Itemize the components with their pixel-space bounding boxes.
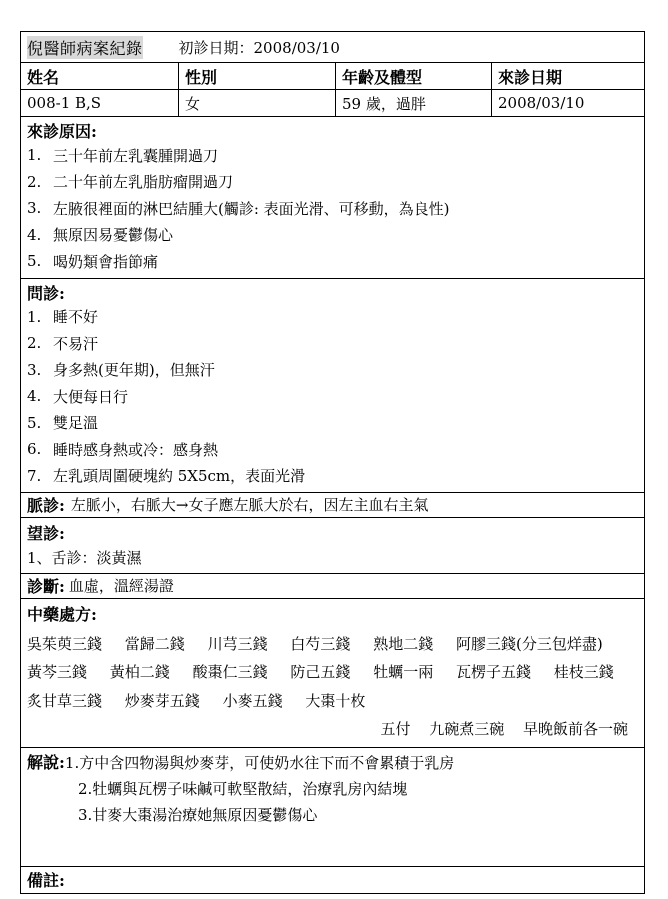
list-item: [27, 410, 638, 437]
list-item: [27, 383, 638, 410]
list-item: [27, 330, 638, 357]
list-item: [27, 304, 638, 331]
herb-item: 炒麥芽五錢: [124, 691, 200, 710]
title-bar: [21, 32, 644, 62]
herb-list: [27, 630, 638, 716]
herb-item: 黃柏二錢: [109, 663, 170, 681]
item-number: 7.: [27, 466, 42, 485]
herb-item: 防己五錢: [290, 663, 351, 681]
herb-item: 炙甘草三錢: [27, 691, 103, 710]
item-number: 4.: [27, 387, 42, 406]
medical-record-form: [20, 31, 645, 894]
herb-item: 吳茱萸三錢: [27, 634, 103, 653]
observation-label: 望診:: [27, 524, 65, 543]
record-title: 倪醫師病案紀錄: [27, 36, 143, 59]
herb-item: 熟地二錢: [373, 634, 434, 653]
list-item: [27, 195, 638, 222]
prescription-footer: 五付 九碗煮三碗 早晚飯前各一碗: [380, 720, 628, 738]
explanation-line: [27, 750, 638, 776]
item-text: 身多熱(更年期)，但無汗: [53, 361, 215, 380]
sex-header: 性別: [178, 63, 335, 89]
list-item: [27, 248, 638, 275]
item-text: 喝奶類會指節痛: [53, 252, 159, 271]
patient-header-row: [21, 62, 644, 89]
item-text: 三十年前左乳囊腫開過刀: [53, 146, 219, 165]
patient-value-row: [21, 89, 644, 116]
herb-item: 白芍三錢: [290, 634, 351, 653]
list-item: [27, 357, 638, 384]
list-item: [27, 142, 638, 169]
item-number: 2.: [27, 334, 42, 353]
pulse-section: [21, 492, 644, 517]
herb-item: 瓦楞子五錢: [455, 663, 531, 681]
observation-section: [21, 517, 644, 573]
item-text: 左腋很裡面的淋巴結腫大(觸診: 表面光滑、可移動，為良性): [53, 199, 450, 218]
herb-item: 酸棗仁三錢: [192, 663, 268, 681]
item-number: 1.: [27, 146, 42, 165]
explanation-section: [21, 747, 644, 866]
herb-item: 阿膠三錢(分三包烊盡): [455, 634, 603, 653]
prescription-section: [21, 598, 644, 747]
first-visit-date: 初診日期：2008/03/10: [178, 38, 340, 57]
item-number: 6.: [27, 440, 42, 459]
notes-section: [21, 866, 644, 893]
item-number: 4.: [27, 225, 42, 244]
list-item: [27, 436, 638, 463]
item-number: 2.: [27, 172, 42, 191]
patient-sex: 女: [178, 90, 335, 116]
patient-visit-date: 2008/03/10: [491, 90, 644, 116]
reason-section: [21, 116, 644, 278]
explanation-line: [27, 802, 638, 828]
inquiry-list: [27, 304, 638, 490]
herb-item: 黃芩三錢: [27, 663, 88, 681]
herb-item: 桂枝三錢: [553, 663, 614, 681]
visit-date-header: 來診日期: [491, 63, 644, 89]
reason-label: 來診原因:: [27, 122, 97, 141]
list-item: [27, 222, 638, 249]
list-item: [27, 463, 638, 490]
item-number: 3.: [27, 360, 42, 379]
item-text: 雙足溫: [53, 414, 99, 433]
observation-text: 1、舌診：淡黃濕: [27, 549, 142, 567]
explanation-label: 解說:: [27, 752, 65, 772]
patient-name: 008-1 B,S: [27, 94, 102, 112]
herb-item: 當歸二錢: [124, 634, 185, 653]
explanation-line: [27, 776, 638, 802]
item-text: 不易汗: [53, 334, 99, 353]
herb-item: 小麥五錢: [222, 691, 283, 710]
patient-age-build: 59 歲，過胖: [335, 90, 491, 116]
diagnosis-label: 診斷:: [27, 577, 65, 596]
item-text: 睡時感身熱或冷：感身熱: [53, 440, 219, 459]
explanation-text: 2.牡蠣與瓦楞子味鹹可軟堅散結，治療乳房內結塊: [78, 779, 408, 798]
item-text: 大便每日行: [53, 387, 129, 406]
item-text: 左乳頭周圍硬塊約 5X5cm，表面光滑: [53, 467, 306, 486]
inquiry-section: [21, 278, 644, 493]
item-text: 睡不好: [53, 308, 99, 327]
pulse-label: 脈診:: [27, 496, 65, 515]
reason-list: [27, 142, 638, 275]
diagnosis-section: [21, 573, 644, 598]
inquiry-label: 問診:: [27, 283, 65, 303]
item-number: 5.: [27, 252, 42, 271]
item-number: 3.: [27, 199, 42, 218]
diagnosis-text: 血虛，溫經湯證: [68, 577, 174, 595]
prescription-label: 中藥處方:: [27, 605, 97, 624]
herb-item: 川芎三錢: [207, 634, 268, 653]
explanation-text: 3.甘麥大棗湯治療她無原因憂鬱傷心: [78, 805, 318, 824]
name-header: 姓名: [27, 67, 60, 87]
notes-label: 備註:: [27, 870, 65, 890]
item-text: 無原因易憂鬱傷心: [53, 226, 174, 245]
item-text: 二十年前左乳脂肪瘤開過刀: [53, 173, 234, 192]
list-item: [27, 169, 638, 196]
item-number: 1.: [27, 307, 42, 326]
herb-item: 大棗十枚: [305, 691, 366, 710]
explanation-text: 1.方中含四物湯與炒麥芽，可使奶水往下而不會累積于乳房: [64, 753, 455, 772]
pulse-text: 左脈小，右脈大→女子應左脈大於右，因左主血右主氣: [70, 496, 429, 514]
item-number: 5.: [27, 413, 42, 432]
age-build-header: 年齡及體型: [335, 63, 491, 89]
herb-item: 牡蠣一兩: [373, 663, 434, 681]
